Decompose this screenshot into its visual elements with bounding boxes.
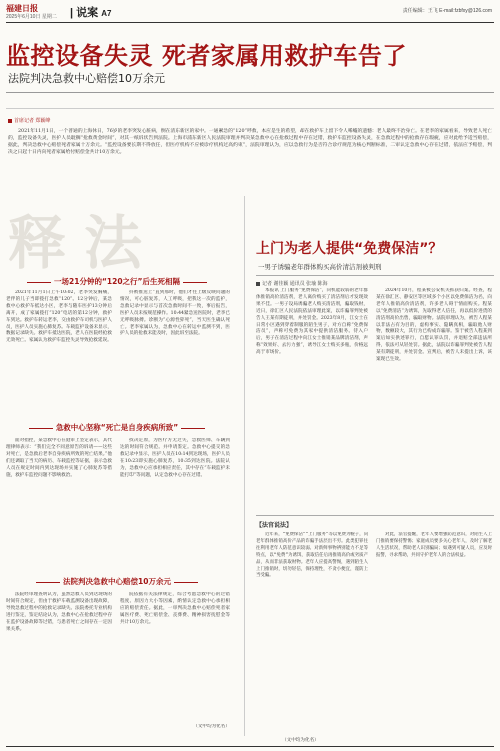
editor-note: （文中均为化名） (282, 738, 319, 743)
section-3-col-1-text: 法院经审理查明认为，虽然急救人员到达现场的时间符合规定，但由于救护车载监测设备出现故障，导致急救过程中的抢救记录缺失。法院委托专业机构进行鉴定，鉴定结论认为，急救中心在抢救过程中存在监护设备故障等过错，与患者死亡之间存在一定因果关系。 (6, 592, 112, 632)
column-divider (244, 196, 245, 736)
section-3-title-text: 法院判决急救中心赔偿10万余元 (63, 577, 171, 586)
section-2-col-1-text: 面对指控，某急救中心在庭审上坚定表示，其代理律师表示：“我们完全不同意原告的诉请——这些对死亡，是急救后老李自身疾病所致的死亡结果。”他们还调取了当天的病历、车载监控等证据，表示急救人员在规定时间内到达现场并实施了心肺复苏等措施，救护车监控问题不影响救治。 (6, 438, 112, 478)
editor-contact: 责任编辑：王飞 E-mail:fzbfxy@126.com (402, 8, 492, 14)
masthead (0, 0, 500, 24)
right-subhead: 一男子诱骗老年群体购买高价清洁剂被判刑 (258, 263, 382, 271)
section-3-col-2-text: 院依据有关法律规定，综合考虑急救中心的过错程度、原因力大小等因素，酌情认定急救中心承担相应的赔偿责任。据此，一审判决急救中心赔偿死者家属医疗费、死亡赔偿金、丧葬费、精神损害抚慰金等共计10万余元。 (120, 592, 230, 625)
issue-date: 2025年6月10日 星期二 (6, 14, 57, 20)
section-name: 说案 (76, 7, 99, 19)
section-1-title (6, 276, 228, 287)
lead-byline-text: 首席记者 郑颖峰 (14, 118, 51, 124)
right-col-2-text: 2024年10月，程某被公安机关抓获归案。经查，程某在徐汇区、静安区等区域多个小区以免费保洁为名，向老年人推销高价清洁剂，许多老人碍于情面购买。程某以“免费清洁”为诱饵，先取得老人信任，再以低价进货的清洁剂高价出售，骗取财物。法院审理认为，被告人程某以非法占有为目的，虚构事实、隐瞒真相，骗取他人财物，数额较大，其行为已构成诈骗罪。鉴于被告人程某到案后如实供述罪行，自愿认罪认罚，并退赔全部违法所得，依法可从轻处罚。据此，法院以诈骗罪判处被告人程某有期徒刑，并处罚金。宣判后，被告人未提出上诉，该案现已生效。 (376, 288, 492, 363)
headline-rule (6, 92, 494, 93)
section-1-col-1-text: 2021年11月1日上午10:02，老李突发胸痛，老伴的儿子当即拨打急救“120”。12分钟后，某急救中心救护车抵达小区，老李与随车医护13分钟后离开，成了家属拨打“120”电话的第12分钟，救护车到达。救护车转运老李，交由救护车司机与医护人员，医护人员实施心肺复苏。车载监护设备未显示，数据记录缺失。救护车抵达医院，老人在医院经抢救无效死亡。家属认为救护车监控失灵导致抢救延误。 (6, 290, 112, 344)
right-byline-text: 记者 谢佳颖 通讯员 张瑜 陈海 (262, 281, 328, 287)
main-headline: 监控设备失灵 死者家属用救护车告了 (6, 42, 407, 70)
section-1-col-2-text: 抖被推送上“直到那时，他们才往上级反映问题的情况，可心脏复苏，人工呼吸，把我这一次的监护，急救记录中显示与首次急救时间不一致，事后报告，医护人员未按规范操作。10:44紧急送医院时，老李已无呼吸脉搏。诊断为“心源性猝死”，当天医生确认死亡。老李家属认为，急救中心在转运中监测不到，医护人员的抢救未能及时，因此诉至法院。 (120, 290, 230, 337)
section-2-col-2-text: 找决定原，为医疗方无过失，急救医师、车辆到达的时间符合规范。并申请鉴定。急救中心提交的急救记录中显示，医护人员在10:14到达现场，医护人员在10:23即实施心肺复苏，10:35到达医院。法院认为，急救中心应承担相应责任，其中存在“车载监护未能打印”等问题，认定急救中心存在过错。 (120, 438, 230, 478)
byline-marker-icon (8, 119, 12, 123)
right-byline (256, 280, 328, 287)
law-corner-col-2-text: 对此，法官提醒，老年人要增强防范意识，对陌生人上门推销要保持警惕；家庭成员要多关心老年人，及时了解老人生活状况，帮助老人识别骗局；如遇到可疑人员，应及时报警，寻求帮助，共同守护老年人的合法权益。 (376, 532, 492, 558)
section-title: | 说案 A7 (70, 7, 112, 19)
right-col-1 (256, 288, 368, 510)
lead-paragraph: 2021年11月1日，一个普通的上海休日，76岁的老李突发心脏病，倒在清东新区的家中。一通紧急的“120”呼救，本应是生的希望，却在救护车上留下令人唏嘘的遗憾：老人最终不治身亡。在老李的家属看来，导致老人死亡的，监控设备失灵，医护人员耽搁“抢救黄金时间”，对其一纸诉状告到法院。上海市浦东新区人民法院审理并判决某急救中心在抢救过程中存在过错，救护车监控设备失灵，在急救过程中的抢救存在瑕疵，应对此给予适当赔偿，据此，判决急救中心赔偿死者家属十万余元。“监控设备要长期不得放任，但医疗机构不应被诊疗机构过高约束”，法院审理认为，应以急救行为是否符合诊疗规范为核心判断标准，二审认定急救中心存在过错，依法应予赔偿，判决之日起十日内向死者家属给付赔偿金共计10万余元。 (8, 129, 492, 155)
section-1-title-text: 一场21分钟的“120之行”后生死相隔 (54, 277, 180, 286)
section-3-title (6, 576, 228, 587)
bottom-rule (6, 746, 494, 747)
law-corner-title: 【法官说法】 (256, 522, 293, 529)
law-corner-col-1 (256, 532, 368, 732)
section-3-end-note: （文中均为化名） (193, 724, 230, 729)
lead-byline (8, 117, 50, 124)
newspaper-logo: 福建日报 (6, 4, 38, 13)
right-col-1-text: 本报讯 上门服务“免费保洁”，向机能较弱的老年群体推销高价清洁剂，老人离价购买了清洁剂后才发现效果不佳。一男子设局诱骗老人购买清洁剂，骗取钱财，近日，徐汇区人民法院依法审理此案，以诈骗罪判处被告人王某有期徒刑，并处罚金。2023年8月，江女士在日常小区遇到穿着制服的陌生男子，对方自称“免费保洁员”，声称可免费为其家中提供清洁服务。待入户后，男子在清洁过程中向江女士推销某品牌清洁剂，声称“效果好、去污力强”，诱导江女士购买多瓶，价格远高于市场价。 (256, 288, 368, 356)
law-corner-col-1-text: 近年来，“免费保洁”“上门服务”等以免费为幌子，向老年群体推销高价产品的诈骗手法层出不穷。此类犯罪往往利用老年人防范意识较弱、对新鲜事物辨别能力不足等特点，以“免费”为诱饵，获取信任后再推销高价或劣质产品，从而非法获取财物。老年人应提高警惕，遇到陌生人上门推销时，切勿轻信，保持理性，不贪小便宜，谨防上当受骗。 (256, 532, 368, 579)
section-3-col-2 (120, 592, 230, 724)
section-2-col-1 (6, 438, 112, 566)
watermark-shiyi: 释法 (8, 209, 161, 277)
masthead-rule (6, 22, 494, 23)
right-byline-marker-icon (256, 282, 260, 286)
main-subhead: 法院判决急救中心赔偿10万余元 (8, 72, 165, 85)
right-col-2 (376, 288, 492, 510)
law-corner-col-2 (376, 532, 492, 732)
page-number: A7 (101, 9, 112, 18)
section-1-col-1 (6, 290, 112, 416)
section-1-col-2 (120, 290, 230, 416)
right-headline: 上门为老人提供“免费保洁”？ (256, 241, 443, 257)
section-2-title-text: 急救中心坚称“死亡是自身疾病所致” (55, 423, 179, 432)
section-2-col-2 (120, 438, 230, 566)
law-corner-rule (256, 515, 494, 516)
section-2-title (6, 422, 228, 433)
section-3-col-1 (6, 592, 112, 732)
right-headline-rule (256, 275, 494, 276)
